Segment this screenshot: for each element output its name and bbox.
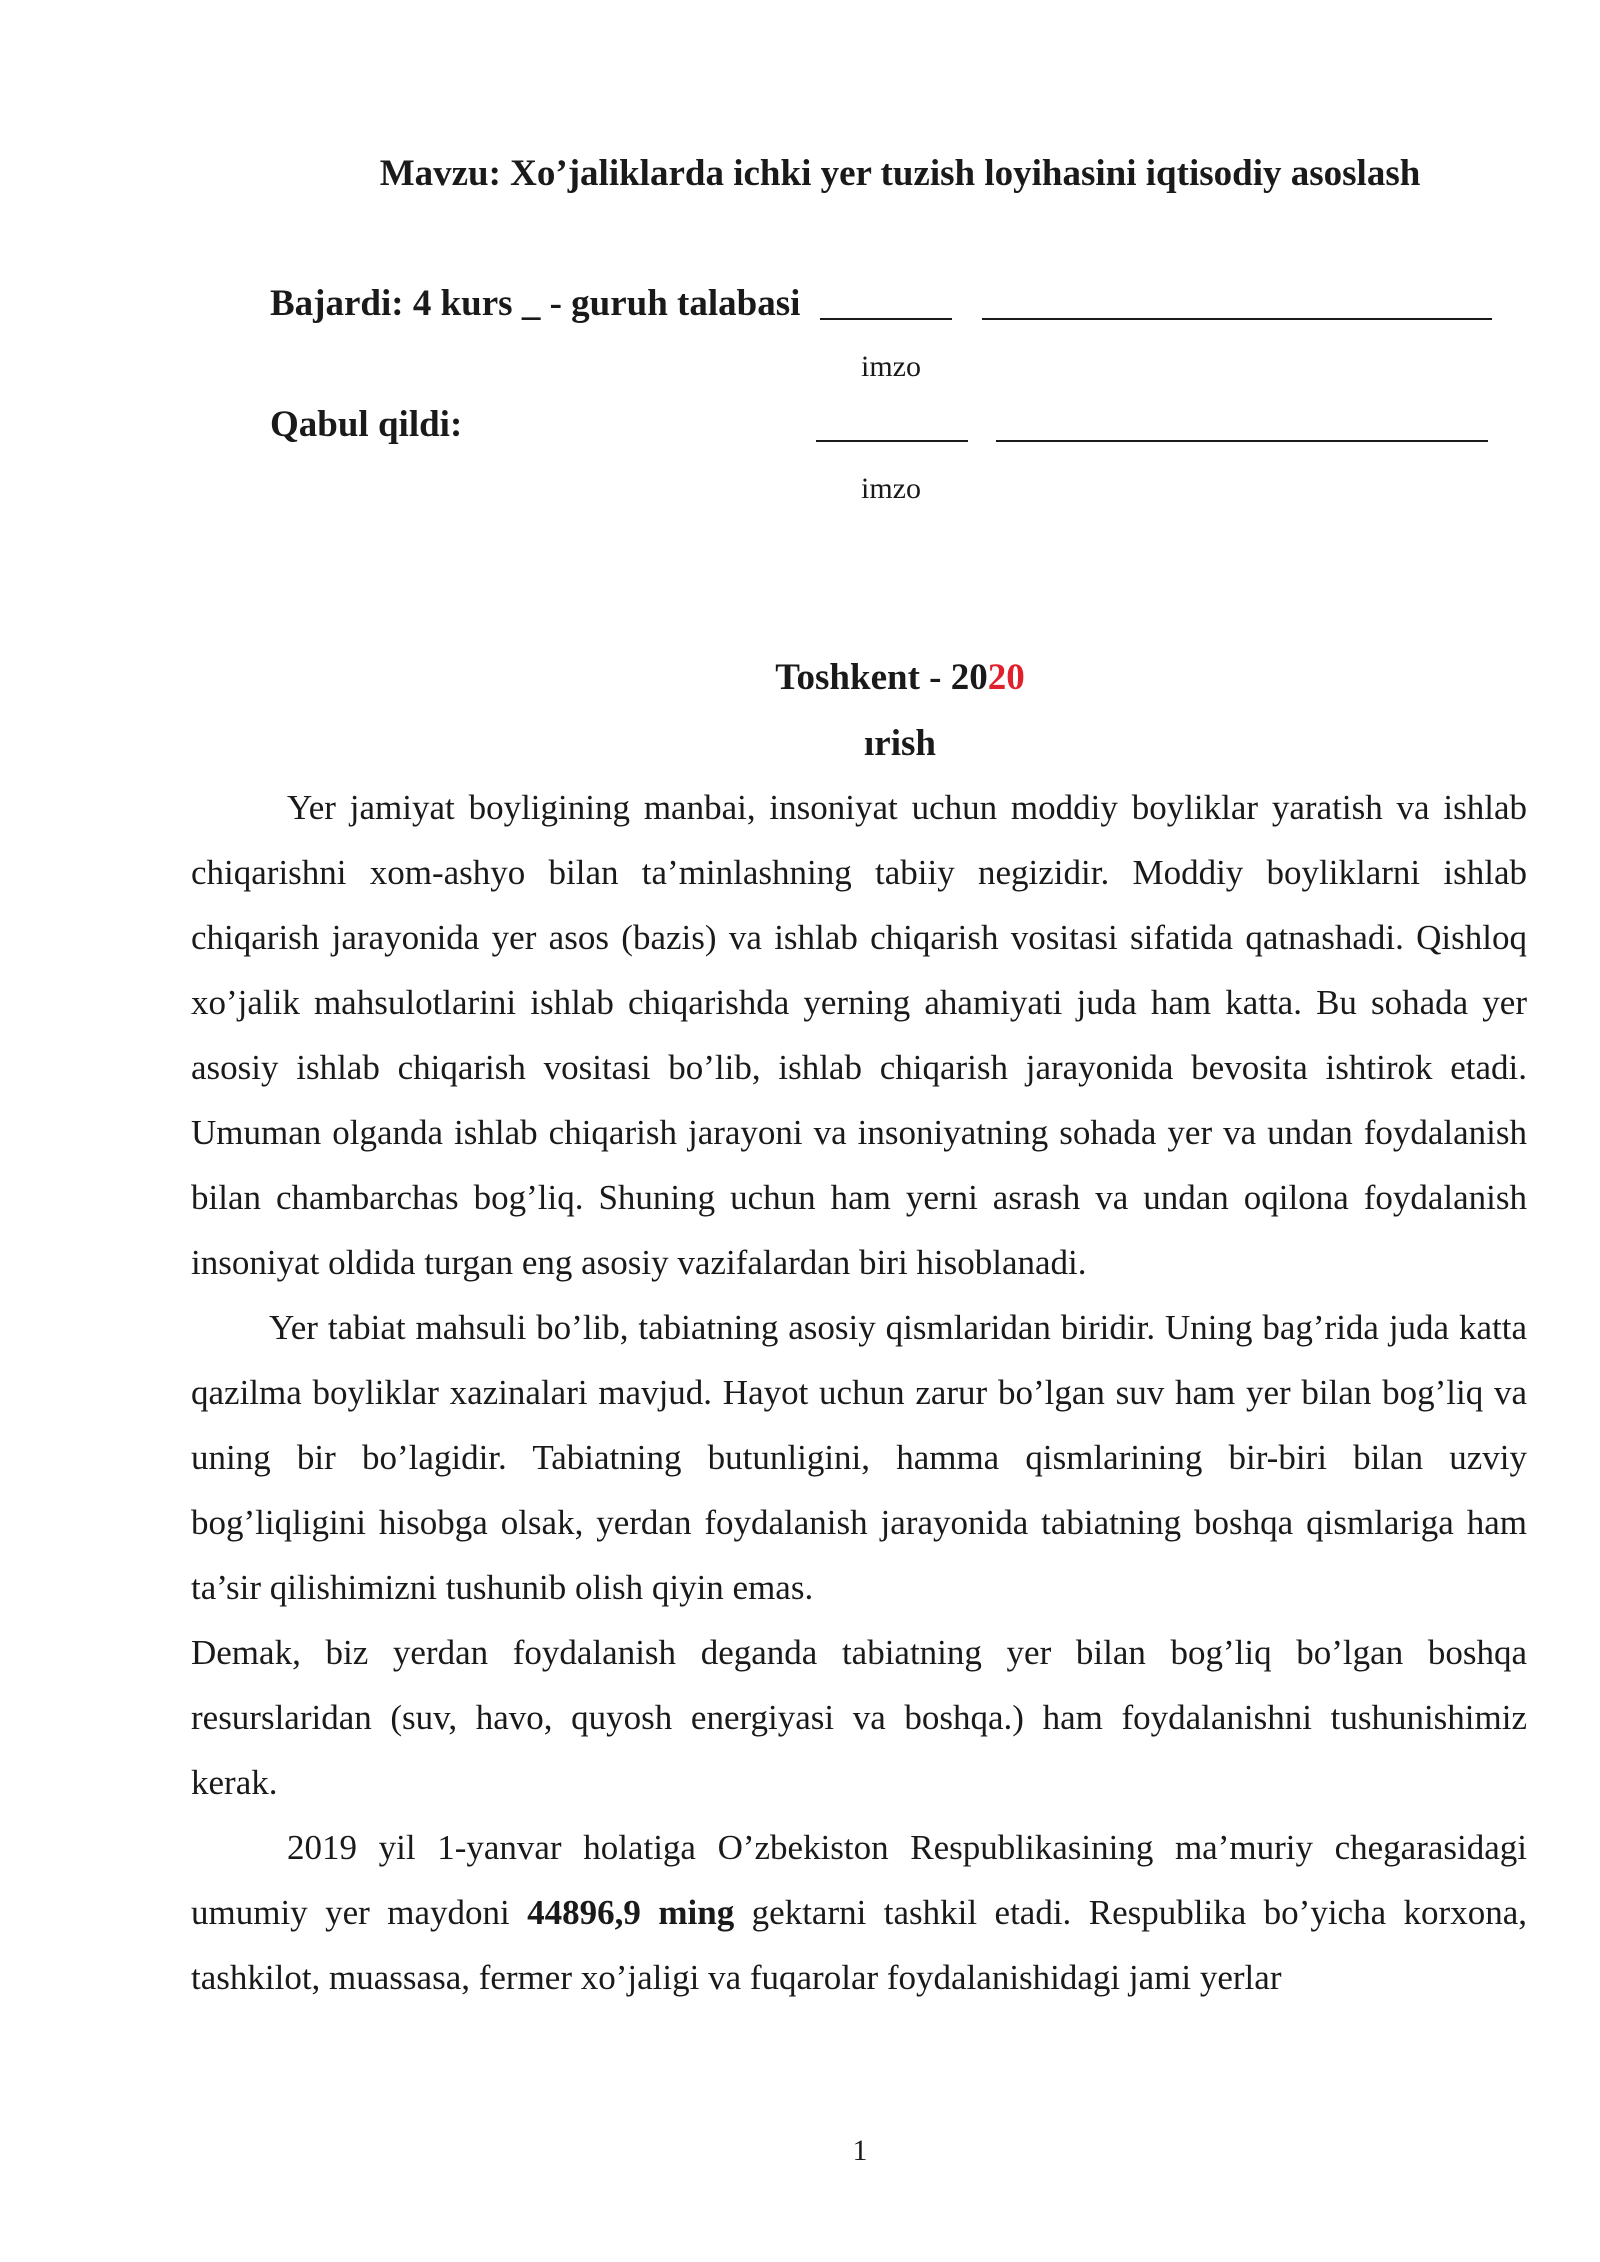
page-number: 1 (852, 2134, 868, 2167)
land-area-value: 44896,9 ming (527, 1893, 735, 1932)
paragraph-4-end: gektarni tashkil etadi. Respublika bo’yicha korxona, tashkilot, muassasa, fermer xo’jaligi va fuqarolar foydalanishidagi jami yerlar (191, 1893, 1527, 1997)
document-title: Mavzu: Xo’jaliklarda ichki yer tuzish loyihasini iqtisodiy asoslash (379, 153, 1421, 194)
section-heading: ırish (864, 723, 936, 764)
city-year (0, 656, 1600, 699)
signature-line-short-1 (820, 318, 952, 320)
paragraph-3: Demak, biz yerdan foydalanish deganda tabiatning yer bilan bog’liq bo’lgan boshqa resurslaridan (suv, havo, quyosh energiyasi va boshqa.) ham foydalanishni tushunishimiz kerak. (191, 1633, 1527, 1802)
body-text (191, 775, 1527, 2010)
signature-caption-2: imzo (861, 472, 921, 505)
accepted-by-label: Qabul qildi: (270, 404, 463, 445)
paragraph-2: Yer tabiat mahsuli bo’lib, tabiatning asosiy qismlaridan biridir. Uning bag’rida juda katta qazilma boyliklar xazinalari mavjud. Hayot uchun zarur bo’lgan suv ham yer bilan bog’liq va uning bir bo’lagidir. Tabiatning butunligini, hamma qismlarining bir-biri bilan uzviy bog’liqligini hisobga olsak, yerdan foydalanish jarayonida tabiatning boshqa qismlariga ham ta’sir qilishimizni tushunib olish qiyin emas. (191, 1308, 1527, 1607)
name-line-2 (996, 440, 1488, 442)
signature-caption-1: imzo (861, 350, 921, 383)
paragraph-1: Yer jamiyat boyligining manbai, insoniyat uchun moddiy boyliklar yaratish va ishlab chiqarishni xom-ashyo bilan ta’minlashning tabiiy negizidir. Moddiy boyliklarni ishlab chiqarish jarayonida yer asos (bazis) va ishlab chiqarish vositasi sifatida qatnashadi. Qishloq xo’jalik mahsulotlarini ishlab chiqarishda yerning ahamiyati juda ham katta. Bu sohada yer asosiy ishlab chiqarish vositasi bo’lib, ishlab chiqarish jarayonida bevosita ishtirok etadi. Umuman olganda ishlab chiqarish jarayoni va insoniyatning sohada yer va undan foydalanish bilan chambarchas bog’liq. Shuning uchun ham yerni asrash va undan oqilona foydalanish insoniyat oldida turgan eng asosiy vazifalardan biri hisoblanadi. (191, 788, 1527, 1282)
paragraph-4-start: 2019 yil 1-yanvar holatiga O’zbekiston Respublikasining ma’muriy chegarasidagi umumiy yer maydoni (191, 1828, 1527, 1932)
city-year-prefix: Toshkent - 20 (775, 657, 988, 698)
year-suffix: 20 (987, 657, 1025, 698)
signature-line-short-2 (816, 440, 968, 442)
name-line-1 (982, 318, 1492, 320)
paragraph-4 (191, 1815, 1527, 2010)
performed-by-label: Bajardi: 4 kurs _ - guruh talabasi (270, 283, 801, 324)
